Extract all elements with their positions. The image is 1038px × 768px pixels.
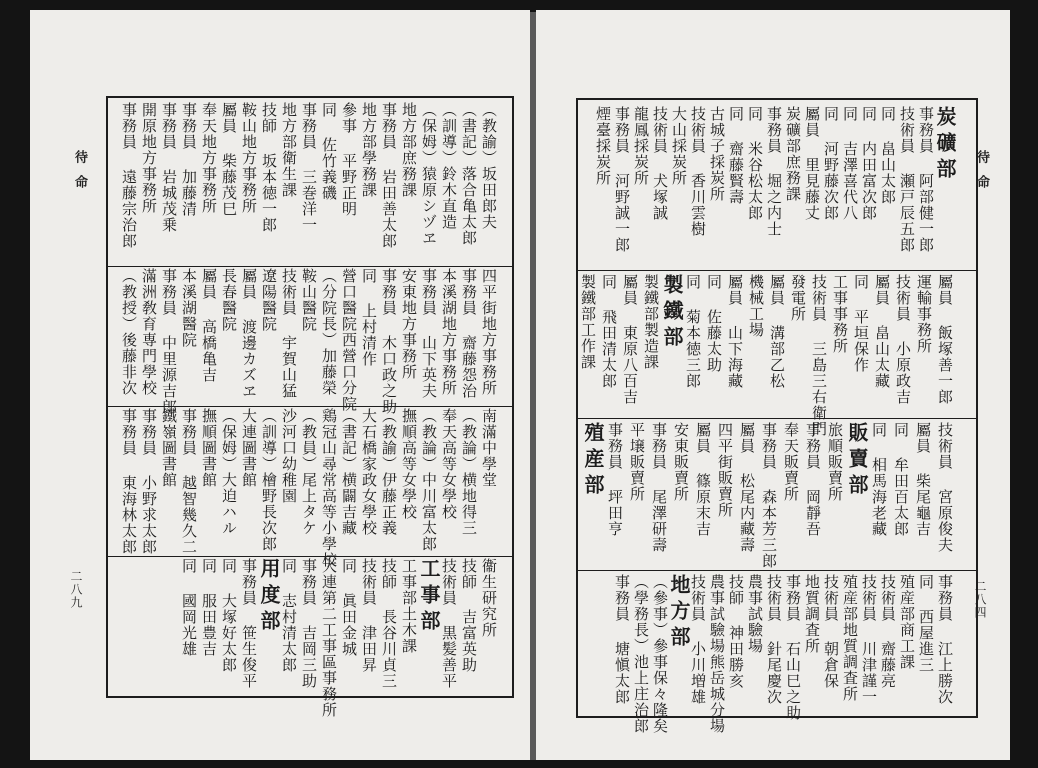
entry-column: 事務員 小野求太郎 (140, 408, 158, 555)
entry-column: 煙臺採炭所 (594, 106, 612, 186)
entry-column: （訓導）檜野長次郎 (260, 408, 278, 552)
entry-column: 開原地方事務所 (140, 102, 158, 214)
entry-column: 長春醫院 (220, 268, 238, 332)
entry-column: 大山採炭所 (670, 106, 688, 186)
entry-column: 炭礦部庶務課 (784, 106, 802, 202)
entry-column: 事務員 遠藤宗治郎 (120, 102, 138, 249)
entry-column: 工事部土木課 (400, 558, 418, 654)
entry-column: 同 菊本徳三郎 (684, 274, 702, 389)
entry-column: 技術員 犬塚誠 (651, 106, 669, 221)
entry-column: 安東地方事務所 (400, 268, 418, 380)
entry-column: 事務員 齋藤怨治 (460, 268, 478, 399)
entry-column: 營口醫院西營口分院 (340, 268, 358, 412)
entry-column: 技術員 針尾慶次 (765, 574, 783, 705)
entry-column: 技術員 朝倉保 (822, 574, 840, 689)
left-page (30, 10, 530, 760)
entry-column: 事務員 山下英夫 (420, 268, 438, 399)
entry-column: 事務員 笹生俊平 (240, 558, 258, 689)
entry-column: （分院長）加藤榮 (320, 268, 338, 396)
entry-column: 同 志村清太郎 (280, 558, 298, 673)
entry-column: 同 大塚好太郎 (220, 558, 238, 673)
entry-column: 屬員 渡邊カズヱ (240, 268, 258, 399)
entry-column: 技術員 瀬戸辰五郎 (898, 106, 916, 253)
entry-column: 大連圖書館 (240, 408, 258, 488)
entry-column: 旅順販賣所 (826, 422, 844, 502)
entry-column: 技師 長谷川貞三 (380, 558, 398, 689)
entry-column: 殖産部商工課 (898, 574, 916, 670)
entry-column: 事務員 中里源吉郎 (160, 268, 178, 415)
entry-column: 南滿中學堂 (480, 408, 498, 488)
entry-column: 事務員 加藤清 (180, 102, 198, 217)
divider (578, 418, 976, 419)
entry-column: 屬員 高橋亀吉 (200, 268, 218, 383)
entry-column: 地方部衛生課 (280, 102, 298, 198)
entry-column: 技術員 宮原俊夫 (936, 422, 954, 553)
entry-column: 鞍山地方事務所 (240, 102, 258, 214)
entry-column: 大連第二工事區事務所 (320, 558, 338, 718)
entry-column: 奉天地方事務所 (200, 102, 218, 214)
entry-column: （教諭）坂田郎夫 (480, 102, 498, 230)
entry-column: （書記）落合亀太郎 (460, 102, 478, 246)
entry-column: 地質調査所 (803, 574, 821, 654)
entry-column: 鐵嶺圖書館 (160, 408, 178, 488)
entry-column: 屬員 柴尾龜吉 (914, 422, 932, 537)
entry-column: （教員）尾上タケ (300, 408, 318, 536)
entry-column: 遼陽醫院 (260, 268, 278, 332)
entry-column: （教論）横地得三 (460, 408, 478, 536)
right-page (536, 10, 1010, 760)
entry-column: （書記）横闢吉藏 (340, 408, 358, 536)
entry-column: 參事 平野正明 (340, 102, 358, 217)
divider (578, 570, 976, 571)
entry-column: 技師 神田勝亥 (727, 574, 745, 689)
section-heading: 殖産部 (581, 422, 605, 500)
entry-column: 農事試驗場熊岳城分場 (708, 574, 726, 734)
entry-column: 事務員 越智幾久二 (180, 408, 198, 555)
entry-column: 事務員 森本芳三郎 (760, 422, 778, 569)
entry-column: 沙河口幼稚園 (280, 408, 298, 504)
entry-column: 屬員 溝部乙松 (768, 274, 786, 389)
entry-column: 事務員 河野誠一郎 (613, 106, 631, 253)
entry-column: 撫順圖書館 (200, 408, 218, 488)
entry-column: 屬員 篠原末吉 (694, 422, 712, 537)
entry-column: （保姆）大迫ハル (220, 408, 238, 536)
divider (108, 556, 512, 557)
entry-column: 同 佐竹義磯 (320, 102, 338, 201)
entry-column: 殖産部地質調査所 (841, 574, 859, 702)
entry-column: 地方部庶務課 (400, 102, 418, 198)
entry-column: 農事試驗場 (746, 574, 764, 654)
entry-column: （教授）後藤非次 (120, 268, 138, 396)
entry-column: 龍鳳採炭所 (632, 106, 650, 186)
entry-column: 安東販賣所 (672, 422, 690, 502)
entry-column: 鶏冠山尋常高等小學校 (320, 408, 338, 568)
entry-column: 大石橋家政女學校 (360, 408, 378, 536)
entry-column: 同 齋藤賢壽 (727, 106, 745, 205)
entry-column: 屬員 畠山太藏 (873, 274, 891, 389)
entry-column: 奉天販賣所 (782, 422, 800, 502)
entry-column: 四平街販賣所 (716, 422, 734, 518)
entry-column: 製鐵部工作課 (579, 274, 597, 370)
entry-column: 事務員 石山巳之助 (784, 574, 802, 721)
entry-column: 發電所 (789, 274, 807, 322)
entry-column: 事務員 東海林太郎 (120, 408, 138, 555)
page-number-left: 二八九 (69, 570, 83, 609)
entry-column: 地方部學務課 (360, 102, 378, 198)
entry-column: 衞生研究所 (480, 558, 498, 638)
entry-column: 事務員 坪田亨 (606, 422, 624, 537)
entry-column: 奉天高等女學校 (440, 408, 458, 520)
entry-column: 技術員 小川増雄 (689, 574, 707, 705)
divider (578, 270, 976, 271)
entry-column: 滿洲敎育専門學校 (140, 268, 158, 396)
section-heading: 地方部 (667, 574, 691, 652)
entry-column: 同 相馬海老藏 (870, 422, 888, 537)
entry-column: 古城子採炭所 (708, 106, 726, 202)
entry-column: 技師 吉富英助 (460, 558, 478, 673)
entry-column: （教論）中川富太郎 (420, 408, 438, 552)
entry-column: （教諭）伊藤正義 (380, 408, 398, 536)
divider (108, 266, 512, 267)
running-head-right: 待命 (974, 150, 989, 200)
entry-column: 技術員 齋藤亮 (879, 574, 897, 689)
entry-column: 同 服田豊吉 (200, 558, 218, 657)
entry-column: 技術員 三島三右衛門 (810, 274, 828, 437)
entry-column: 同 吉澤喜代八 (841, 106, 859, 221)
entry-column: 同 畠山太郎 (879, 106, 897, 205)
entry-column: 技術員 津田昇 (360, 558, 378, 673)
entry-column: 屬員 柴藤茂巳 (220, 102, 238, 217)
entry-column: 同 内田富次郎 (860, 106, 878, 221)
entry-column: 事務員 江上勝次 (936, 574, 954, 705)
entry-column: 同 國岡光雄 (180, 558, 198, 657)
entry-column: 技術員 黒髪善平 (440, 558, 458, 689)
entry-column: 屬員 山下海藏 (726, 274, 744, 389)
entry-column: 同 平垣保作 (852, 274, 870, 373)
entry-column: 事務員 岩城茂乗 (160, 102, 178, 233)
entry-column: 同 米谷松太郎 (746, 106, 764, 221)
entry-column: 四平街地方事務所 (480, 268, 498, 396)
entry-column: （保姆）猿原シヅヱ (420, 102, 438, 246)
entry-column: 運輸事務所 (915, 274, 933, 354)
running-head-left: 待命 (72, 150, 87, 200)
entry-column: 同 牟田百太郎 (892, 422, 910, 537)
entry-column: 同 佐藤太助 (705, 274, 723, 373)
entry-column: 事務員 吉岡三助 (300, 558, 318, 689)
entry-column: 同 飛田清太郎 (600, 274, 618, 389)
entry-column: 平壌販賣所 (628, 422, 646, 502)
entry-column: 機械工場 (747, 274, 765, 338)
entry-column: 技師 坂本徳一郎 (260, 102, 278, 233)
page-number-right: 二八四 (973, 580, 987, 619)
entry-column: 事務員 塘愼太郎 (613, 574, 631, 705)
entry-column: （參事）參事保々隆矣 (651, 574, 669, 734)
entry-column: 事務員 木口政之助 (380, 268, 398, 415)
entry-column: 事務員 岡靜吾 (804, 422, 822, 537)
entry-column: 事務員 阿部健一郎 (917, 106, 935, 253)
entry-column: 工事事務所 (831, 274, 849, 354)
entry-column: 同 西屋進三 (917, 574, 935, 673)
entry-column: 事務員 三巻洋一 (300, 102, 318, 233)
entry-column: 技術員 宇賀山猛 (280, 268, 298, 399)
entry-column: 鞍山醫院 (300, 268, 318, 332)
entry-column: 事務員 岩田善太郎 (380, 102, 398, 249)
entry-column: 本溪湖醫院 (180, 268, 198, 348)
entry-column: 屬員 東原八百吉 (621, 274, 639, 405)
section-heading: 販賣部 (845, 422, 869, 500)
entry-column: 同 上村清作 (360, 268, 378, 367)
section-heading: 工事部 (417, 558, 441, 636)
entry-column: （訓導）鈴木直造 (440, 102, 458, 230)
section-heading: 炭礦部 (933, 106, 957, 184)
entry-column: 事務員 堀之内士 (765, 106, 783, 237)
entry-column: 同 眞田金城 (340, 558, 358, 657)
entry-column: 同 河野藤次郎 (822, 106, 840, 221)
entry-column: 技術員 香川雲樹 (689, 106, 707, 237)
entry-column: 事務員 尾澤研壽 (650, 422, 668, 553)
entry-column: 技術員 川津謹一 (860, 574, 878, 705)
entry-column: 撫順高等女學校 (400, 408, 418, 520)
entry-column: 屬員 松尾内藏壽 (738, 422, 756, 553)
entry-column: 本溪湖地方事務所 (440, 268, 458, 396)
entry-column: （學務長）池上庄治郎 (632, 574, 650, 734)
section-heading: 用度部 (257, 558, 281, 636)
entry-column: 屬員 里見藤丈 (803, 106, 821, 221)
entry-column: 屬員 飯塚善一郎 (936, 274, 954, 405)
entry-column: 製鐵部製造課 (642, 274, 660, 370)
section-heading: 製鐵部 (660, 274, 684, 352)
entry-column: 技術員 小原政吉 (894, 274, 912, 405)
